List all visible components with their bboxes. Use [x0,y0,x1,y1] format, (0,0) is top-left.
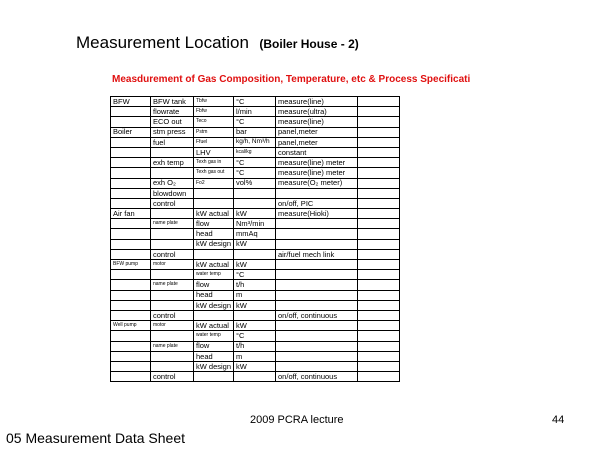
table-row [111,351,400,361]
footer-lecture: 2009 PCRA lecture [250,414,344,426]
table-cell: °C [234,331,276,341]
table-cell: fuel [151,137,194,147]
table-cell: measure(Hioki) [276,209,358,219]
table-row [111,219,400,229]
table-cell: m [234,290,276,300]
table-row [111,188,400,198]
table-cell [151,168,194,178]
table-cell [358,290,400,300]
table-cell [111,107,151,117]
table-cell: flow [194,219,234,229]
table-cell: kW [234,209,276,219]
table-row [111,117,400,127]
table-cell: Fo2 [194,178,234,188]
table-cell: on/off, continuous [276,310,358,320]
table-row [111,198,400,208]
table-cell: kW design [194,300,234,310]
table-cell [358,97,400,107]
table-cell [358,117,400,127]
table-cell: name plate [151,280,194,290]
table-cell [358,137,400,147]
table-row [111,239,400,249]
table-cell [358,147,400,157]
table-row [111,270,400,280]
table-row [111,290,400,300]
table-cell: head [194,229,234,239]
table-cell [358,127,400,137]
table-subtitle: Measdurement of Gas Composition, Temperature, etc & Process Specificati [112,74,471,85]
table-cell [276,290,358,300]
table-cell: bar [234,127,276,137]
table-cell: head [194,351,234,361]
table-cell: water temp [194,331,234,341]
table-cell [276,280,358,290]
table-cell: on/off, PIC [276,198,358,208]
table-cell [111,198,151,208]
table-row [111,372,400,382]
table-cell [358,361,400,371]
table-cell [276,239,358,249]
table-cell: Well pump [111,321,151,331]
table-cell [111,219,151,229]
table-cell: panel,meter [276,127,358,137]
table-cell: LHV [194,147,234,157]
page-number: 44 [552,414,565,426]
table-cell [111,229,151,239]
table-cell: kg/h, Nm³/h [234,137,276,147]
table-cell [111,147,151,157]
table-cell: BFW pump [111,260,151,270]
table-cell: °C [234,168,276,178]
table-row [111,229,400,239]
table-cell [276,331,358,341]
document-name: 05 Measurement Data Sheet [6,430,185,446]
table-row [111,249,400,259]
table-cell: t/h [234,341,276,351]
table-cell: Boiler [111,127,151,137]
table-cell: kW actual [194,260,234,270]
table-row [111,280,400,290]
table-row [111,127,400,137]
table-cell [358,249,400,259]
table-cell: name plate [151,219,194,229]
table-row [111,321,400,331]
table-cell [358,239,400,249]
table-cell: Fbfw [194,107,234,117]
table-cell [276,260,358,270]
table-cell: m [234,351,276,361]
table-cell: measure(O₂ meter) [276,178,358,188]
table-row [111,178,400,188]
table-cell: measure(line) [276,97,358,107]
table-cell [234,188,276,198]
table-cell: flow [194,341,234,351]
table-row [111,158,400,168]
table-cell [358,321,400,331]
table-cell [234,372,276,382]
table-cell [358,209,400,219]
table-row [111,331,400,341]
table-cell [111,168,151,178]
table-row [111,300,400,310]
table-cell [111,158,151,168]
table-cell [358,310,400,320]
table-cell: BFW tank [151,97,194,107]
table-cell [111,372,151,382]
table-cell [151,351,194,361]
table-cell: BFW [111,97,151,107]
table-cell: °C [234,158,276,168]
table-cell: kW design [194,361,234,371]
table-cell [151,361,194,371]
table-row [111,260,400,270]
table-cell [111,188,151,198]
table-cell [111,351,151,361]
table-cell [111,331,151,341]
table-cell [234,198,276,208]
table-cell [276,361,358,371]
table-cell: exh O₂ [151,178,194,188]
table-cell: Texh gas out [194,168,234,178]
table-cell [111,361,151,371]
table-cell [276,351,358,361]
table-cell [111,300,151,310]
table-cell [276,321,358,331]
table-cell [358,280,400,290]
table-cell [111,310,151,320]
table-cell [194,188,234,198]
table-cell [194,310,234,320]
table-row [111,341,400,351]
table-row [111,147,400,157]
table-cell [276,270,358,280]
table-cell: °C [234,117,276,127]
table-row [111,107,400,117]
title-sub: (Boiler House - 2) [259,37,359,51]
table-cell: on/off, continuous [276,372,358,382]
table-cell [111,249,151,259]
table-cell [151,290,194,300]
table-cell: kW actual [194,209,234,219]
table-cell [276,300,358,310]
table-cell [111,290,151,300]
table-cell: Teco [194,117,234,127]
table-cell: name plate [151,341,194,351]
table-cell: Tbfw [194,97,234,107]
table-cell: water temp [194,270,234,280]
table-cell: motor [151,321,194,331]
table-cell [151,209,194,219]
table-cell [358,158,400,168]
table-cell: panel,meter [276,137,358,147]
table-cell [358,341,400,351]
table-cell: Air fan [111,209,151,219]
table-cell [194,198,234,208]
table-cell: l/min [234,107,276,117]
table-cell: measure(line) meter [276,158,358,168]
table-cell: kW actual [194,321,234,331]
table-cell: constant [276,147,358,157]
table-cell [151,300,194,310]
table-cell: kW [234,361,276,371]
table-cell [358,260,400,270]
table-cell: °C [234,270,276,280]
table-row [111,209,400,219]
measurement-table [110,96,400,382]
table-cell: vol% [234,178,276,188]
table-cell [276,229,358,239]
table-cell [151,270,194,280]
table-cell: control [151,372,194,382]
table-cell [111,280,151,290]
table-cell [234,249,276,259]
table-cell: air/fuel mech link [276,249,358,259]
table-cell: measure(line) [276,117,358,127]
table-row [111,168,400,178]
table-cell [111,341,151,351]
table-cell: °C [234,97,276,107]
table-cell: head [194,290,234,300]
table-cell [276,341,358,351]
table-cell [358,331,400,341]
table-cell [276,219,358,229]
table-cell [194,372,234,382]
table-cell: Nm³/min [234,219,276,229]
table-cell [358,372,400,382]
table-cell: ECO out [151,117,194,127]
table-cell: exh temp [151,158,194,168]
table-cell: flow [194,280,234,290]
table-cell [151,229,194,239]
table-cell: kW [234,300,276,310]
table-cell: t/h [234,280,276,290]
table-cell [358,351,400,361]
table-cell: control [151,198,194,208]
table-cell [151,331,194,341]
table-cell: flowrate [151,107,194,117]
table-cell: kW [234,260,276,270]
table-cell: kW design [194,239,234,249]
table-cell [234,310,276,320]
table-cell: mmAq [234,229,276,239]
table-cell: control [151,310,194,320]
table-cell [111,137,151,147]
table-cell: measure(ultra) [276,107,358,117]
table-cell [358,229,400,239]
table-cell: motor [151,260,194,270]
table-cell [358,168,400,178]
table-cell: control [151,249,194,259]
table-cell: measure(line) meter [276,168,358,178]
table-row [111,137,400,147]
table-cell: stm press [151,127,194,137]
table-cell [151,239,194,249]
table-row [111,361,400,371]
table-row [111,97,400,107]
table-cell [151,147,194,157]
table-cell: kW [234,239,276,249]
table-cell: Texh gas in [194,158,234,168]
table-cell [358,178,400,188]
table-cell [111,239,151,249]
table-row [111,310,400,320]
table-cell [194,249,234,259]
table-cell [358,300,400,310]
table-cell: blowdown [151,188,194,198]
table-cell: kcal/kg [234,147,276,157]
table-cell [276,188,358,198]
table-cell [358,188,400,198]
table-cell: Pstm [194,127,234,137]
table-cell [358,198,400,208]
table-cell [111,117,151,127]
page-title [76,33,359,53]
table-cell [111,270,151,280]
table-cell [358,219,400,229]
table-cell [358,107,400,117]
table-cell [358,270,400,280]
table-cell [111,178,151,188]
table-cell: Ffuel [194,137,234,147]
title-main: Measurement Location [76,33,249,52]
table-cell: kW [234,321,276,331]
